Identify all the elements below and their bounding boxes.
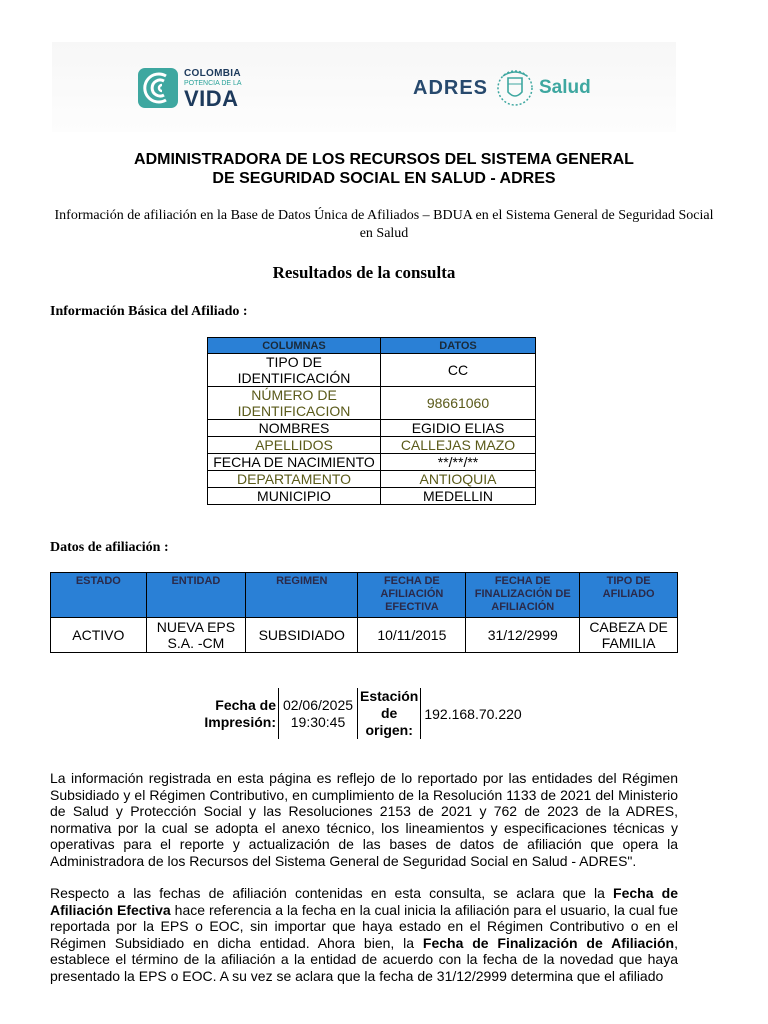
row-value: EGIDIO ELIAS [381, 420, 536, 437]
adres-salud-logo [413, 66, 593, 112]
row-label: MUNICIPIO [208, 488, 381, 505]
adres-logo-text: ADRES [413, 77, 489, 99]
fechas-paragraph [50, 885, 678, 984]
basic-info-heading: Información Básica del Afiliado : [50, 304, 248, 319]
colombia-logo-icon [138, 68, 178, 108]
print-info-table [200, 688, 524, 739]
entidad-cell: NUEVA EPS S.A. -CM [146, 618, 245, 653]
row-value: 98661060 [381, 387, 536, 420]
column-header: COLUMNAS [208, 338, 381, 354]
table-row [208, 354, 536, 387]
row-label: DEPARTAMENTO [208, 471, 381, 488]
paragraph-text: hace referencia a la fecha en la cual inicia la afiliación para el usuario, la cual fue reportada por la EPS o EOC, sin importar que haya estado en el Régimen Contributivo o en el Régimen Subsidiado en dicha entidad. Ahora bien, la [50, 901, 679, 951]
column-header: DATOS [381, 338, 536, 354]
table-row [208, 437, 536, 454]
column-header: ESTADO [51, 573, 147, 618]
fecha-impresion-value: 02/06/2025 19:30:45 [279, 688, 358, 739]
tipo-afiliado-cell: CABEZA DE FAMILIA [580, 618, 678, 653]
row-label: TIPO DE IDENTIFICACIÓN [208, 354, 381, 387]
column-header: ENTIDAD [146, 573, 245, 618]
column-header: REGIMEN [246, 573, 358, 618]
estacion-origen-label: Estación de origen: [358, 688, 421, 739]
row-label: APELLIDOS [208, 437, 381, 454]
column-header: TIPO DE AFILIADO [580, 573, 678, 618]
column-header: FECHA DE AFILIACIÓN EFECTIVA [358, 573, 466, 618]
paragraph-text: Respecto a las fechas de afiliación contenidas en esta consulta, se aclara que la [50, 885, 614, 901]
table-row [200, 688, 524, 739]
row-label: NOMBRES [208, 420, 381, 437]
row-label: NÚMERO DE IDENTIFICACION [208, 387, 381, 420]
fecha-finalizacion-cell: 31/12/2999 [466, 618, 580, 653]
regimen-cell: SUBSIDIADO [246, 618, 358, 653]
table-header-row [208, 338, 536, 354]
page-title [0, 150, 768, 188]
table-row [51, 618, 678, 653]
row-value: CC [381, 354, 536, 387]
title-line2: DE SEGURIDAD SOCIAL EN SALUD - ADRES [212, 170, 556, 187]
row-value: CALLEJAS MAZO [381, 437, 536, 454]
table-row [208, 420, 536, 437]
row-value: ANTIOQUIA [381, 471, 536, 488]
title-line1: ADMINISTRADORA DE LOS RECURSOS DEL SISTEMA GENERAL [134, 151, 634, 168]
paragraph-bold-text: Fecha de Finalización de Afiliación [422, 934, 675, 951]
estacion-origen-value: 192.168.70.220 [421, 688, 524, 739]
table-row [208, 454, 536, 471]
table-row [208, 471, 536, 488]
afiliacion-heading: Datos de afiliación : [50, 540, 169, 555]
row-value: **/**/** [381, 454, 536, 471]
paragraph-text: , establece el término de la afiliación a la entidad de acuerdo con la fecha de la novedad que haya presentado la EPS o EOC. A su vez se aclara que la fecha de 31/12/2999 determina que el afiliado [50, 934, 678, 984]
row-value: MEDELLIN [381, 488, 536, 505]
subtitle: Información de afiliación en la Base de Datos Única de Afiliados – BDUA en el Sistema General de Seguridad Social en Salud [54, 208, 714, 241]
column-header: FECHA DE FINALIZACIÓN DE AFILIACIÓN [466, 573, 580, 618]
disclaimer-paragraph: La información registrada en esta página es reflejo de lo reportado por las entidades del Régimen Subsidiado y el Régimen Contributivo, en cumplimiento de la Resolución 1133 de 2021 del Ministerio de Salud y Protección Social y las Resoluciones 2153 de 2021 y 762 de 2023 de la ADRES, normativa por la cual se adopta el anexo técnico, los lineamientos y especificaciones técnicas y operativas para el reporte y actualización de las bases de datos de afiliación que opera la Administradora de los Recursos del Sistema General de Seguridad Social en Salud - ADRES". [50, 770, 678, 869]
afiliacion-table [50, 572, 678, 653]
results-title: Resultados de la consulta [272, 263, 456, 282]
coat-of-arms-icon [495, 66, 535, 112]
logo-line3: VIDA [184, 86, 239, 111]
logo-line2: POTENCIA DE LA [184, 80, 242, 87]
colombia-potencia-vida-logo [138, 66, 258, 114]
salud-logo-text: Salud [539, 77, 591, 98]
estado-cell: ACTIVO [51, 618, 147, 653]
table-row [208, 387, 536, 420]
basic-info-table [207, 337, 536, 505]
table-header-row [51, 573, 678, 618]
table-row [208, 488, 536, 505]
paragraph-bold-text: Fecha de Afiliación Efectiva [50, 885, 678, 918]
fecha-afiliacion-cell: 10/11/2015 [358, 618, 466, 653]
logo-line1: COLOMBIA [184, 68, 241, 79]
fecha-impresion-label: Fecha de Impresión: [204, 696, 276, 730]
row-label: FECHA DE NACIMIENTO [208, 454, 381, 471]
